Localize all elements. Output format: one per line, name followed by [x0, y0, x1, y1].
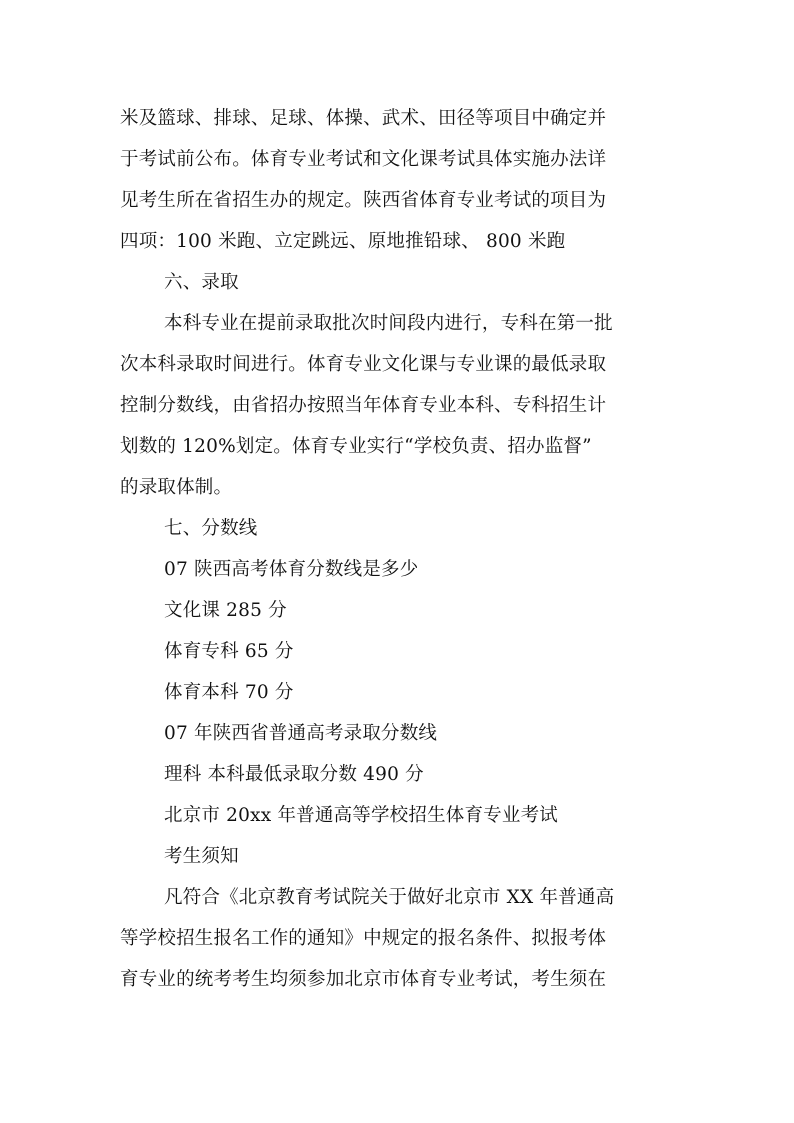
text-line: 07 陕西高考体育分数线是多少 [164, 559, 419, 580]
text-line: 07 年陕西省普通高考录取分数线 [164, 723, 438, 744]
text-line: 的录取体制。 [120, 477, 233, 498]
text-line: 四项：100 米跑、立定跳远、原地推铅球、 800 米跑 [120, 231, 566, 252]
text-line: 控制分数线，由省招办按照当年体育专业本科、专科招生计 [120, 395, 607, 416]
section-heading: 七、分数线 [164, 518, 258, 539]
text-line: 理科 本科最低录取分数 490 分 [164, 764, 424, 785]
text-line: 次本科录取时间进行。体育专业文化课与专业课的最低录取 [120, 354, 607, 375]
text-line: 凡符合《北京教育考试院关于做好北京市 XX 年普通高 [164, 887, 615, 908]
text-line: 考生须知 [164, 846, 239, 867]
text-line: 于考试前公布。体育专业考试和文化课考试具体实施办法详 [120, 149, 607, 170]
text-line: 米及篮球、排球、足球、体操、武术、田径等项目中确定并 [120, 108, 607, 129]
text-line: 本科专业在提前录取批次时间段内进行，专科在第一批 [164, 313, 613, 334]
text-line: 文化课 285 分 [164, 600, 287, 621]
text-line: 北京市 20xx 年普通高等学校招生体育专业考试 [164, 805, 558, 826]
section-heading: 六、录取 [164, 272, 239, 293]
text-line: 划数的 120%划定。体育专业实行“学校负责、招办监督” [120, 436, 592, 457]
text-line: 体育本科 70 分 [164, 682, 294, 703]
text-line: 见考生所在省招生办的规定。陕西省体育专业考试的项目为 [120, 190, 607, 211]
text-line: 育专业的统考考生均须参加北京市体育专业考试，考生须在 [120, 969, 607, 990]
text-line: 等学校招生报名工作的通知》中规定的报名条件、拟报考体 [120, 928, 607, 949]
text-line: 体育专科 65 分 [164, 641, 294, 662]
document-body [120, 98, 680, 1000]
